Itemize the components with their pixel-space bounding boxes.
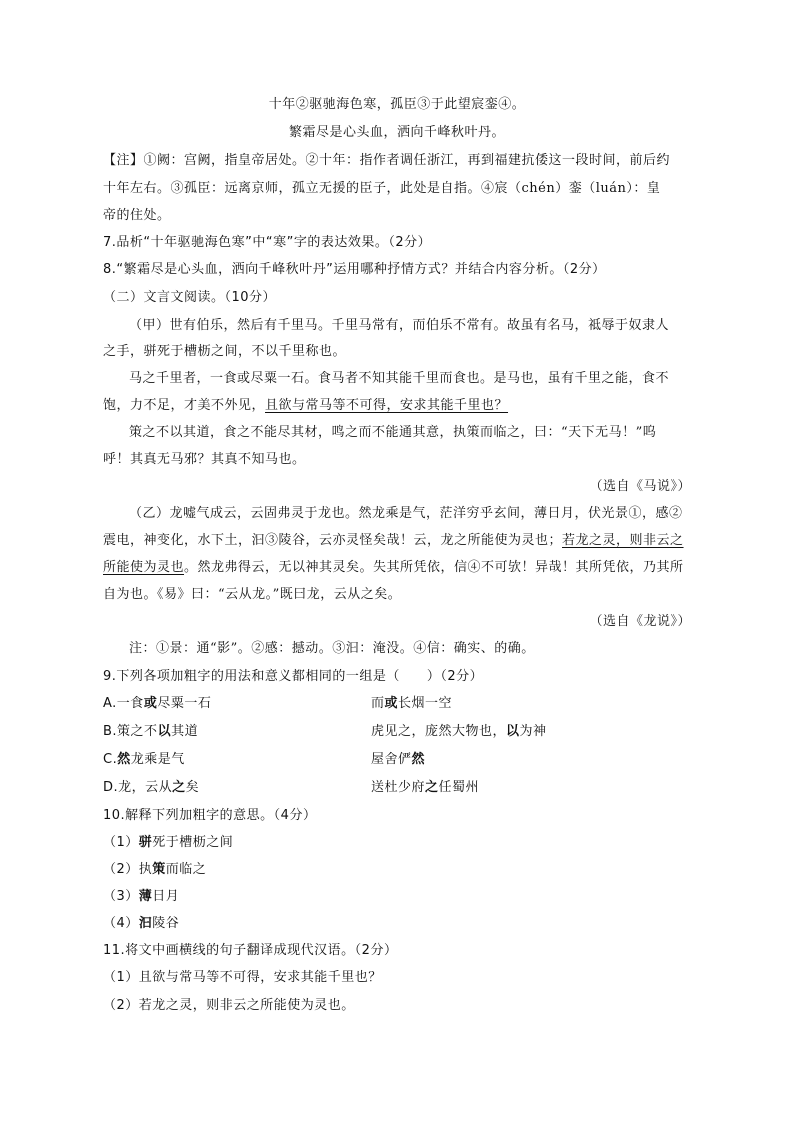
item-text: （2）执 — [103, 862, 153, 877]
option-text: 而 — [371, 696, 385, 711]
passage-text: 震电，神变化，水下土，汩③陵谷，云亦灵怪矣哉！云，龙之所能使为灵也； — [103, 533, 563, 548]
bold-char: 然 — [411, 752, 426, 767]
passage-text: 。然龙弗得云，无以神其灵矣。失其所凭依，信④不可欤！异哉！其所凭依，乃其所 — [184, 560, 684, 575]
passage-jia-line-5: 策之不以其道，食之不能尽其材，鸣之而不能通其意，执策而临之，曰：“天下无马！”呜 — [129, 425, 657, 440]
question-7: 7.品析“十年驱驰海色寒”中“寒”字的表达效果。（2分） — [103, 235, 432, 250]
note-line-1: 【注】①阙：宫阙，指皇帝居处。②十年：指作者调任浙江，再到福建抗倭这一段时间，前后约 — [103, 153, 671, 168]
passage-yi-line-4: 自为也。《易》曰：“云从龙。”既曰龙，云从之矣。 — [103, 587, 402, 602]
option-text: A.一食 — [103, 696, 144, 711]
option-text: 任蜀州 — [438, 780, 480, 795]
underlined-sentence-1: 且欲与常马等不可得，安求其能千里也？ — [265, 398, 509, 413]
option-text: 尽粟一石 — [157, 696, 212, 711]
q11-item-2: （2）若龙之灵，则非云之所能使为灵也。 — [103, 998, 355, 1013]
question-8: 8.“繁霜尽是心头血，洒向千峰秋叶丹”运用哪种抒情方式？并结合内容分析。（2分） — [103, 262, 606, 277]
option-text: 虎见之，庞然大物也， — [371, 724, 507, 739]
question-10: 10.解释下列加粗字的意思。（4分） — [103, 808, 317, 823]
item-text: 日月 — [152, 889, 180, 904]
question-9: 9.下列各项加粗字的用法和意义都相同的一组是（ ）（2分） — [103, 669, 484, 684]
poem-line-4: 繁霜尽是心头血，洒向千峰秋叶丹。 — [288, 125, 505, 140]
bold-char: 以 — [506, 724, 520, 739]
option-text: D.龙，云从 — [103, 780, 173, 795]
bold-char: 之 — [425, 780, 439, 795]
bold-char: 或 — [143, 696, 158, 711]
option-text: 屋舍俨 — [371, 752, 412, 767]
option-a-left — [103, 695, 211, 713]
passage-yi-source: （选自《龙说》） — [589, 614, 691, 629]
bold-char: 策 — [152, 862, 166, 877]
item-text: 而临之 — [165, 862, 207, 877]
note-line-3: 帝的住处。 — [103, 208, 171, 223]
poem-line-3: 十年②驱驰海色寒，孤臣③于此望宸銮④。 — [268, 97, 526, 112]
passage-jia-line-6: 呼！其真无马邪？其真不知马也。 — [103, 452, 306, 467]
item-text: （1） — [103, 835, 139, 850]
bold-char: 然 — [117, 752, 131, 767]
section-heading-classical: （二）文言文阅读。（10分） — [103, 290, 277, 305]
passage-jia-line-1: （甲）世有伯乐，然后有千里马。千里马常有，而伯乐不常有。故虽有名马，祗辱于奴隶人 — [129, 318, 670, 333]
option-text: C. — [103, 752, 118, 767]
passage-jia-source: （选自《马说》） — [589, 479, 691, 494]
underlined-sentence-2b: 所能使为灵也 — [103, 560, 185, 575]
passage-jia-line-4 — [103, 397, 508, 415]
option-c-left — [103, 751, 185, 769]
q11-item-1: （1）且欲与常马等不可得，安求其能千里也？ — [103, 970, 382, 985]
option-b-left — [103, 723, 198, 741]
bold-char: 汩 — [138, 916, 153, 931]
bold-char: 骈 — [138, 835, 153, 850]
bold-char: 薄 — [138, 889, 153, 904]
passage-yi-line-2 — [103, 532, 684, 550]
option-d-left — [103, 779, 199, 797]
bold-char: 或 — [384, 696, 399, 711]
option-a-right — [371, 695, 452, 713]
item-text: （3） — [103, 889, 139, 904]
note-line-2: 十年左右。③孤臣：远离京师，孤立无援的臣子，此处是自指。④宸（chén）銮（luán）：皇 — [103, 181, 661, 196]
option-text: 矣 — [185, 780, 200, 795]
passage-jia-line-2: 之手，骈死于槽枥之间，不以千里称也。 — [103, 344, 347, 359]
q10-item-2 — [103, 861, 206, 879]
option-text: 其道 — [171, 724, 199, 739]
option-text: 龙乘是气 — [130, 752, 185, 767]
q10-item-1 — [103, 834, 233, 852]
option-text: B.策之不 — [103, 724, 158, 739]
bold-char: 之 — [172, 780, 186, 795]
question-11: 11.将文中画横线的句子翻译成现代汉语。（2分） — [103, 943, 398, 958]
q10-item-3 — [103, 888, 179, 906]
option-text: 送杜少府 — [371, 780, 426, 795]
option-c-right — [371, 751, 425, 769]
underlined-sentence-2a: 若龙之灵，则非云之 — [562, 533, 684, 548]
passage-yi-line-1: （乙）龙嘘气成云，云固弗灵于龙也。然龙乘是气，茫洋穷乎玄间，薄日月，伏光景①，感② — [129, 506, 683, 521]
passage-text: 饱，力不足，才美不外见， — [103, 398, 266, 413]
option-d-right — [371, 779, 479, 797]
option-text: 为神 — [519, 724, 547, 739]
item-text: （4） — [103, 916, 139, 931]
bold-char: 以 — [157, 724, 172, 739]
q10-item-4 — [103, 915, 179, 933]
item-text: 陵谷 — [152, 916, 180, 931]
passage-jia-line-3: 马之千里者，一食或尽粟一石。食马者不知其能千里而食也。是马也，虽有千里之能，食不 — [129, 371, 670, 386]
option-text: 长烟一空 — [398, 696, 453, 711]
passage-yi-line-3 — [103, 559, 684, 577]
passage-yi-notes: 注：①景：通“影”。②感：撼动。③汩：淹没。④信：确实、的确。 — [129, 641, 535, 656]
item-text: 死于槽枥之间 — [152, 835, 234, 850]
option-b-right — [371, 723, 547, 741]
